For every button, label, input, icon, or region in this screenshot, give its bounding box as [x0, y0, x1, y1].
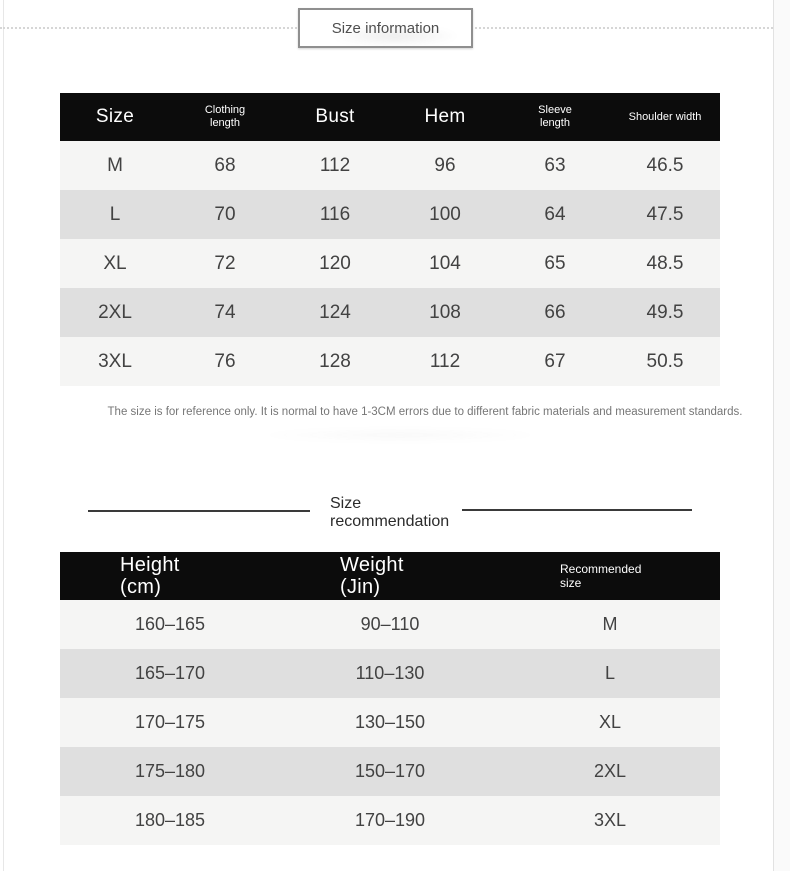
recommendation-table-header-row — [60, 552, 720, 600]
table-cell: 48.5 — [646, 252, 684, 274]
table-row — [60, 600, 720, 649]
table-cell: L — [604, 663, 615, 683]
table-cell: 67 — [544, 350, 566, 372]
table-cell: XL — [598, 712, 622, 732]
table-cell: 70 — [214, 203, 236, 225]
size-information-title: Size information — [331, 19, 440, 37]
table-row — [60, 649, 720, 698]
table-cell: XL — [103, 252, 127, 274]
table-cell: 180–185 — [134, 810, 206, 830]
table-row — [60, 747, 720, 796]
reference-note: The size is for reference only. It is normal to have 1-3CM errors due to different fabric materials and measurement standards. — [107, 406, 743, 418]
table-cell: 63 — [544, 154, 566, 176]
header-cell-hem: Hem — [424, 106, 466, 127]
table-cell: 112 — [429, 350, 461, 372]
table-row — [60, 190, 720, 239]
table-cell: 112 — [319, 154, 351, 176]
table-cell: 3XL — [593, 810, 627, 830]
table-row — [60, 141, 720, 190]
table-cell: 120 — [319, 252, 351, 274]
divider-line-left — [88, 510, 310, 512]
recommendation-table — [60, 552, 720, 845]
table-cell: 124 — [319, 301, 351, 323]
table-cell: 65 — [544, 252, 566, 274]
table-cell: 64 — [544, 203, 566, 225]
table-cell: 74 — [214, 301, 236, 323]
table-row — [60, 698, 720, 747]
table-cell: 72 — [214, 252, 236, 274]
table-cell: 170–190 — [354, 810, 426, 830]
watermark-smudge — [250, 428, 550, 442]
table-cell: 175–180 — [134, 761, 206, 781]
table-cell: 108 — [429, 301, 461, 323]
table-cell: 68 — [214, 154, 236, 176]
table-cell: 110–130 — [355, 663, 425, 683]
table-cell: 128 — [319, 350, 351, 372]
table-cell: 130–150 — [354, 712, 426, 732]
table-cell: 50.5 — [646, 350, 684, 372]
table-cell: 90–110 — [360, 614, 420, 634]
page-right-border — [773, 0, 790, 871]
table-cell: 49.5 — [646, 301, 684, 323]
table-cell: 3XL — [98, 350, 132, 372]
table-cell: 46.5 — [646, 154, 684, 176]
table-cell: 76 — [214, 350, 236, 372]
table-cell: M — [107, 154, 123, 176]
table-row — [60, 239, 720, 288]
table-cell: 165–170 — [134, 663, 206, 683]
table-cell: 66 — [544, 301, 566, 323]
header-cell-recommended-size: Recommended size — [560, 562, 642, 590]
header-cell-bust: Bust — [315, 106, 355, 127]
table-cell: 2XL — [593, 761, 627, 781]
table-cell: L — [109, 203, 121, 225]
table-cell: 160–165 — [134, 614, 206, 634]
header-cell-height: Height (cm) — [120, 554, 180, 598]
divider-line-right — [462, 509, 692, 511]
table-cell: 170–175 — [134, 712, 206, 732]
page-left-border — [3, 0, 4, 871]
table-cell: 96 — [434, 154, 456, 176]
header-cell-weight: Weight (Jin) — [340, 554, 404, 598]
table-cell: M — [602, 614, 618, 634]
table-cell: 150–170 — [354, 761, 426, 781]
header-cell-shoulder-width: Shoulder width — [628, 110, 702, 123]
table-row — [60, 337, 720, 386]
size-table-header-row — [60, 93, 720, 141]
table-cell: 100 — [429, 203, 461, 225]
table-cell: 116 — [319, 203, 351, 225]
table-cell: 2XL — [98, 301, 132, 323]
header-cell-sleeve-length: Sleeve length — [538, 104, 572, 129]
size-information-title-box — [298, 8, 473, 48]
header-cell-clothing-length: Clothing length — [204, 104, 246, 129]
table-cell: 47.5 — [646, 203, 684, 225]
table-cell: 104 — [429, 252, 461, 274]
size-table — [60, 93, 720, 386]
table-row — [60, 796, 720, 845]
size-recommendation-title: Size recommendation — [330, 495, 450, 530]
header-cell-size: Size — [95, 106, 135, 127]
table-row — [60, 288, 720, 337]
